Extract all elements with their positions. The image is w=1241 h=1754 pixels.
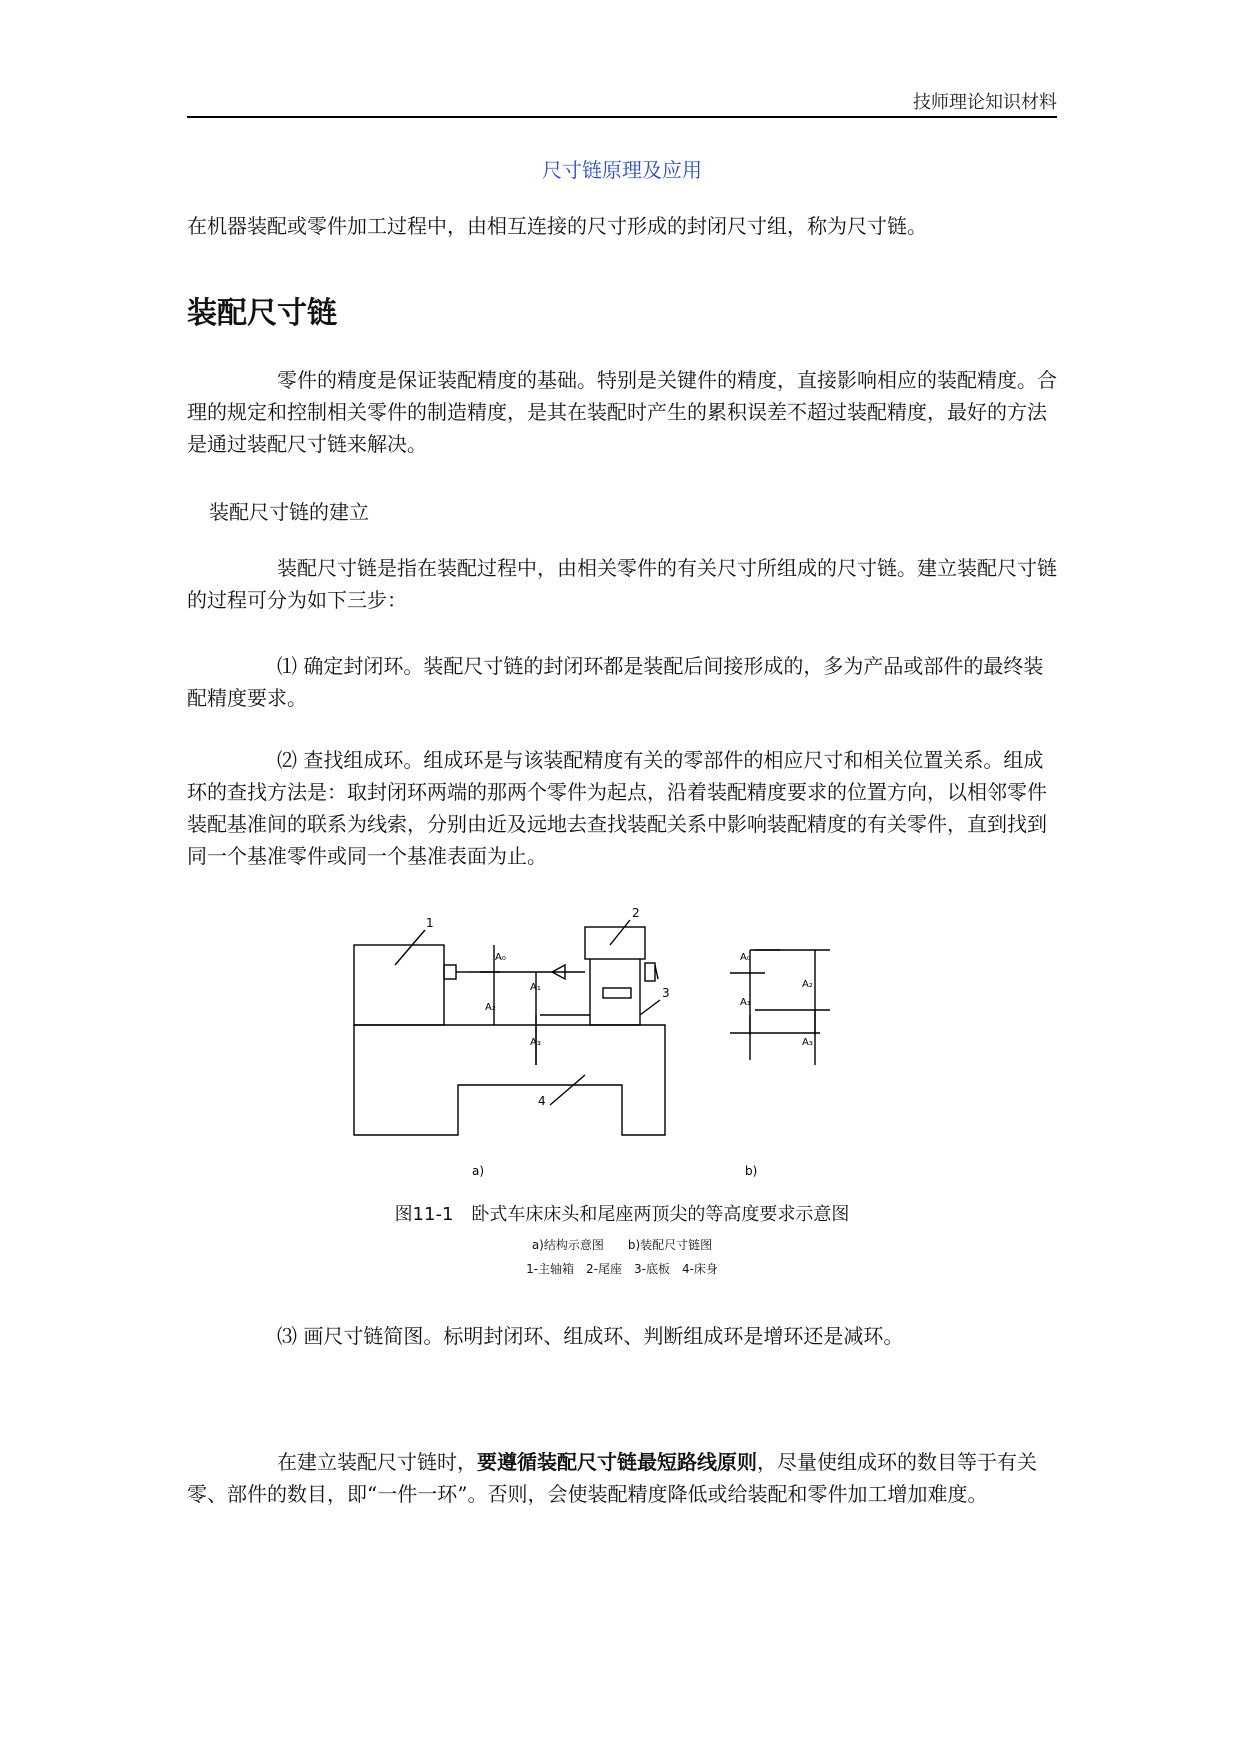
paragraph-principle [187,1446,1057,1510]
principle-emphasis: 要遵循装配尺寸链最短路线原则 [477,1450,757,1474]
subheading: 装配尺寸链的建立 [209,500,369,524]
section-heading: 装配尺寸链 [187,296,337,331]
header-rule [187,116,1057,118]
chain-label-a1: A₁ [740,997,751,1008]
step-3: ⑶ 画尺寸链简图。标明封闭环、组成环、判断组成环是增环还是减环。 [277,1324,904,1348]
figure-label-a: a) [472,1164,485,1178]
intro-paragraph: 在机器装配或零件加工过程中，由相互连接的尺寸形成的封闭尺寸组，称为尺寸链。 [187,214,927,238]
dim-label-a0: A₀ [495,952,506,963]
paragraph-definition: 装配尺寸链是指在装配过程中，由相关零件的有关尺寸所组成的尺寸链。建立装配尺寸链的过程可分为如下三步： [187,556,1057,612]
part-number-2: 2 [632,906,640,920]
principle-text-after: ，尽量使组成环的数目等于有关零、部件的数目，即“一件一环”。否则，会使装配精度降低或给装配和零件加工增加难度。 [187,1450,1037,1506]
step-1: ⑴ 确定封闭环。装配尺寸链的封闭环都是装配后间接形成的，多为产品或部件的最终装配精度要求。 [187,654,1044,710]
figure-subcaption-2: 1-主轴箱 2-尾座 3-底板 4-床身 [526,1262,718,1276]
headstock [354,945,444,1025]
lathe-diagram [340,905,900,1235]
part-number-3: 3 [662,986,670,1000]
figure-subcaption-1: a)结构示意图 b)装配尺寸链图 [531,1238,713,1252]
part-number-4: 4 [538,1094,546,1108]
chain-label-a3: A₃ [802,1037,813,1048]
dim-label-a1: A₁ [530,982,541,993]
running-header: 技师理论知识材料 [913,92,1057,113]
paragraph-precision: 零件的精度是保证装配精度的基础。特别是关键件的精度，直接影响相应的装配精度。合理的规定和控制相关零件的制造精度，是其在装配时产生的累积误差不超过装配精度，最好的方法是通过装配尺寸链来解决。 [187,368,1057,456]
dim-label-a2: A₂ [485,1002,496,1013]
chain-label-a2: A₂ [802,979,813,990]
part-number-1: 1 [426,916,434,930]
figure-caption: 图11-1 卧式车床床头和尾座两顶尖的等高度要求示意图 [394,1204,850,1225]
step-2: ⑵ 查找组成环。组成环是与该装配精度有关的零部件的相应尺寸和相关位置关系。组成环的查找方法是：取封闭环两端的那两个零件为起点，沿着装配精度要求的位置方向，以相邻零件装配基准间的联系为线索，分别由近及远地去查找装配关系中影响装配精度的有关零件，直到找到同一个基准零件或同一个基准表面为止。 [187,748,1047,868]
figure-label-b: b) [745,1164,758,1178]
tailstock-body [590,959,640,1025]
tailstock-upper [585,927,645,959]
dim-label-a3: A₃ [530,1037,541,1048]
principle-text-before: 在建立装配尺寸链时， [277,1450,477,1474]
document-title: 尺寸链原理及应用 [542,158,702,182]
bed [354,1025,665,1135]
chain-label-a0: A₀ [740,952,751,963]
